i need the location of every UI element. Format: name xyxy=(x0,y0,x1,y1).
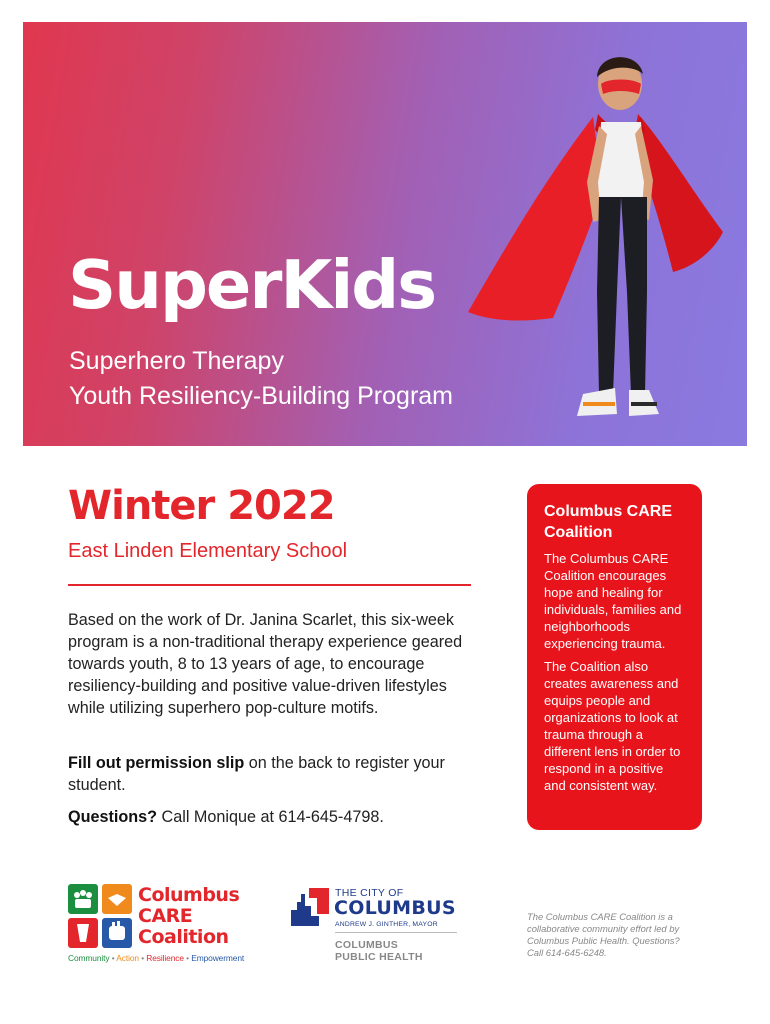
tag-separator: • xyxy=(186,953,190,963)
program-description: Based on the work of Dr. Janina Scarlet, this six-week program is a non-traditional therapy experience geared towards youth, 8 to 13 years of age, to encourage resiliency-building and positive value-driven lifestyles while utilizing superhero pop-culture motifs. xyxy=(68,611,463,717)
permission-slip-emphasis: Fill out permission slip xyxy=(68,754,245,772)
sidebar-title: Columbus CARE Coalition xyxy=(544,503,672,541)
care-coalition-mark-icon xyxy=(68,884,132,948)
program-subtitle-line1: Superhero Therapy xyxy=(69,347,284,375)
care-coalition-logo xyxy=(68,880,253,965)
tag-separator: • xyxy=(141,953,145,963)
mayor-name: ANDREW J. GINTHER, MAYOR xyxy=(335,921,438,928)
tag-separator: • xyxy=(111,953,115,963)
divider xyxy=(68,584,471,586)
care-logo-word-1: Columbus xyxy=(138,884,240,906)
city-skyline-icon xyxy=(289,888,329,926)
coalition-footnote: The Columbus CARE Coalition is a collaborative community effort led by Columbus Public Health. Questions? Call 614-645-6248. xyxy=(527,911,680,958)
city-of-label: THE CITY OF xyxy=(335,887,404,899)
program-subtitle-line2: Youth Resiliency-Building Program xyxy=(69,382,453,410)
questions-emphasis: Questions? xyxy=(68,808,158,826)
care-logo-word-3: Coalition xyxy=(138,926,229,948)
register-instructions-rest: on the back to register your student. xyxy=(68,754,445,794)
sidebar-paragraph-2: The Coalition also creates awareness and equips people and organizations to look at trauma through a different lens in order to respond in a positive and consistent way. xyxy=(544,659,681,793)
city-of-columbus-logo xyxy=(289,886,469,966)
hero-banner xyxy=(23,22,747,446)
contact-line xyxy=(68,806,476,828)
program-title: SuperKids xyxy=(68,246,436,324)
care-logo-word-2: CARE xyxy=(138,905,193,927)
city-name: COLUMBUS xyxy=(334,897,456,919)
sidebar-paragraph-1: The Columbus CARE Coalition encourages hope and healing for individuals, families and neighborhoods experiencing trauma. xyxy=(544,551,682,651)
tag-resilience: Resilience xyxy=(146,953,184,963)
coalition-sidebar xyxy=(527,484,702,830)
season-heading: Winter 2022 xyxy=(68,483,335,529)
school-name: East Linden Elementary School xyxy=(68,540,348,562)
city-logo-divider xyxy=(335,932,457,933)
department-line-2: PUBLIC HEALTH xyxy=(335,951,423,963)
tag-action: Action xyxy=(116,953,139,963)
care-logo-tagline xyxy=(68,953,244,963)
tag-empowerment: Empowerment xyxy=(191,953,245,963)
register-instructions xyxy=(68,752,476,796)
contact-phone-text: Call Monique at 614-645-4798. xyxy=(157,808,384,826)
tag-community: Community xyxy=(68,953,110,963)
superhero-kid-illustration xyxy=(423,22,747,446)
department-line-1: COLUMBUS xyxy=(335,939,399,951)
